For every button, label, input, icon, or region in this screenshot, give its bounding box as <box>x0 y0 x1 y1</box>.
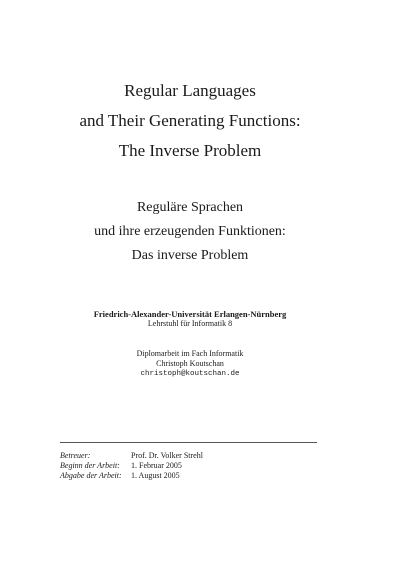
thesis-info <box>0 349 380 379</box>
author-name: Christoph Koutschan <box>156 359 224 368</box>
detail-row-submission <box>60 471 203 481</box>
author-email: christoph@koutschan.de <box>140 370 240 378</box>
detail-row-advisor <box>60 451 203 461</box>
thesis-type: Diplomarbeit im Fach Informatik <box>136 349 244 358</box>
department-name: Lehrstuhl für Informatik 8 <box>147 319 233 328</box>
separator-rule <box>60 442 317 443</box>
title-line-2: and Their Generating Functions: <box>79 111 301 130</box>
institution-block <box>0 309 380 329</box>
advisor-value: Prof. Dr. Volker Strehl <box>131 451 203 460</box>
german-title <box>0 196 380 268</box>
title-line-3: The Inverse Problem <box>118 141 262 160</box>
german-title-line-2: und ihre erzeugenden Funktionen: <box>94 224 286 239</box>
title-line-1: Regular Languages <box>124 81 256 100</box>
english-title <box>0 76 380 166</box>
detail-row-start <box>60 461 203 471</box>
german-title-line-3: Das inverse Problem <box>131 248 249 263</box>
university-name: Friedrich-Alexander-Universität Erlangen-Nürnberg <box>93 309 287 319</box>
start-value: 1. Februar 2005 <box>131 461 182 470</box>
start-label: Beginn der Arbeit: <box>60 461 120 470</box>
submission-value: 1. August 2005 <box>131 471 180 480</box>
submission-label: Abgabe der Arbeit: <box>60 471 122 480</box>
thesis-details <box>60 451 203 481</box>
german-title-line-1: Reguläre Sprachen <box>136 200 244 215</box>
advisor-label: Betreuer: <box>60 451 91 460</box>
